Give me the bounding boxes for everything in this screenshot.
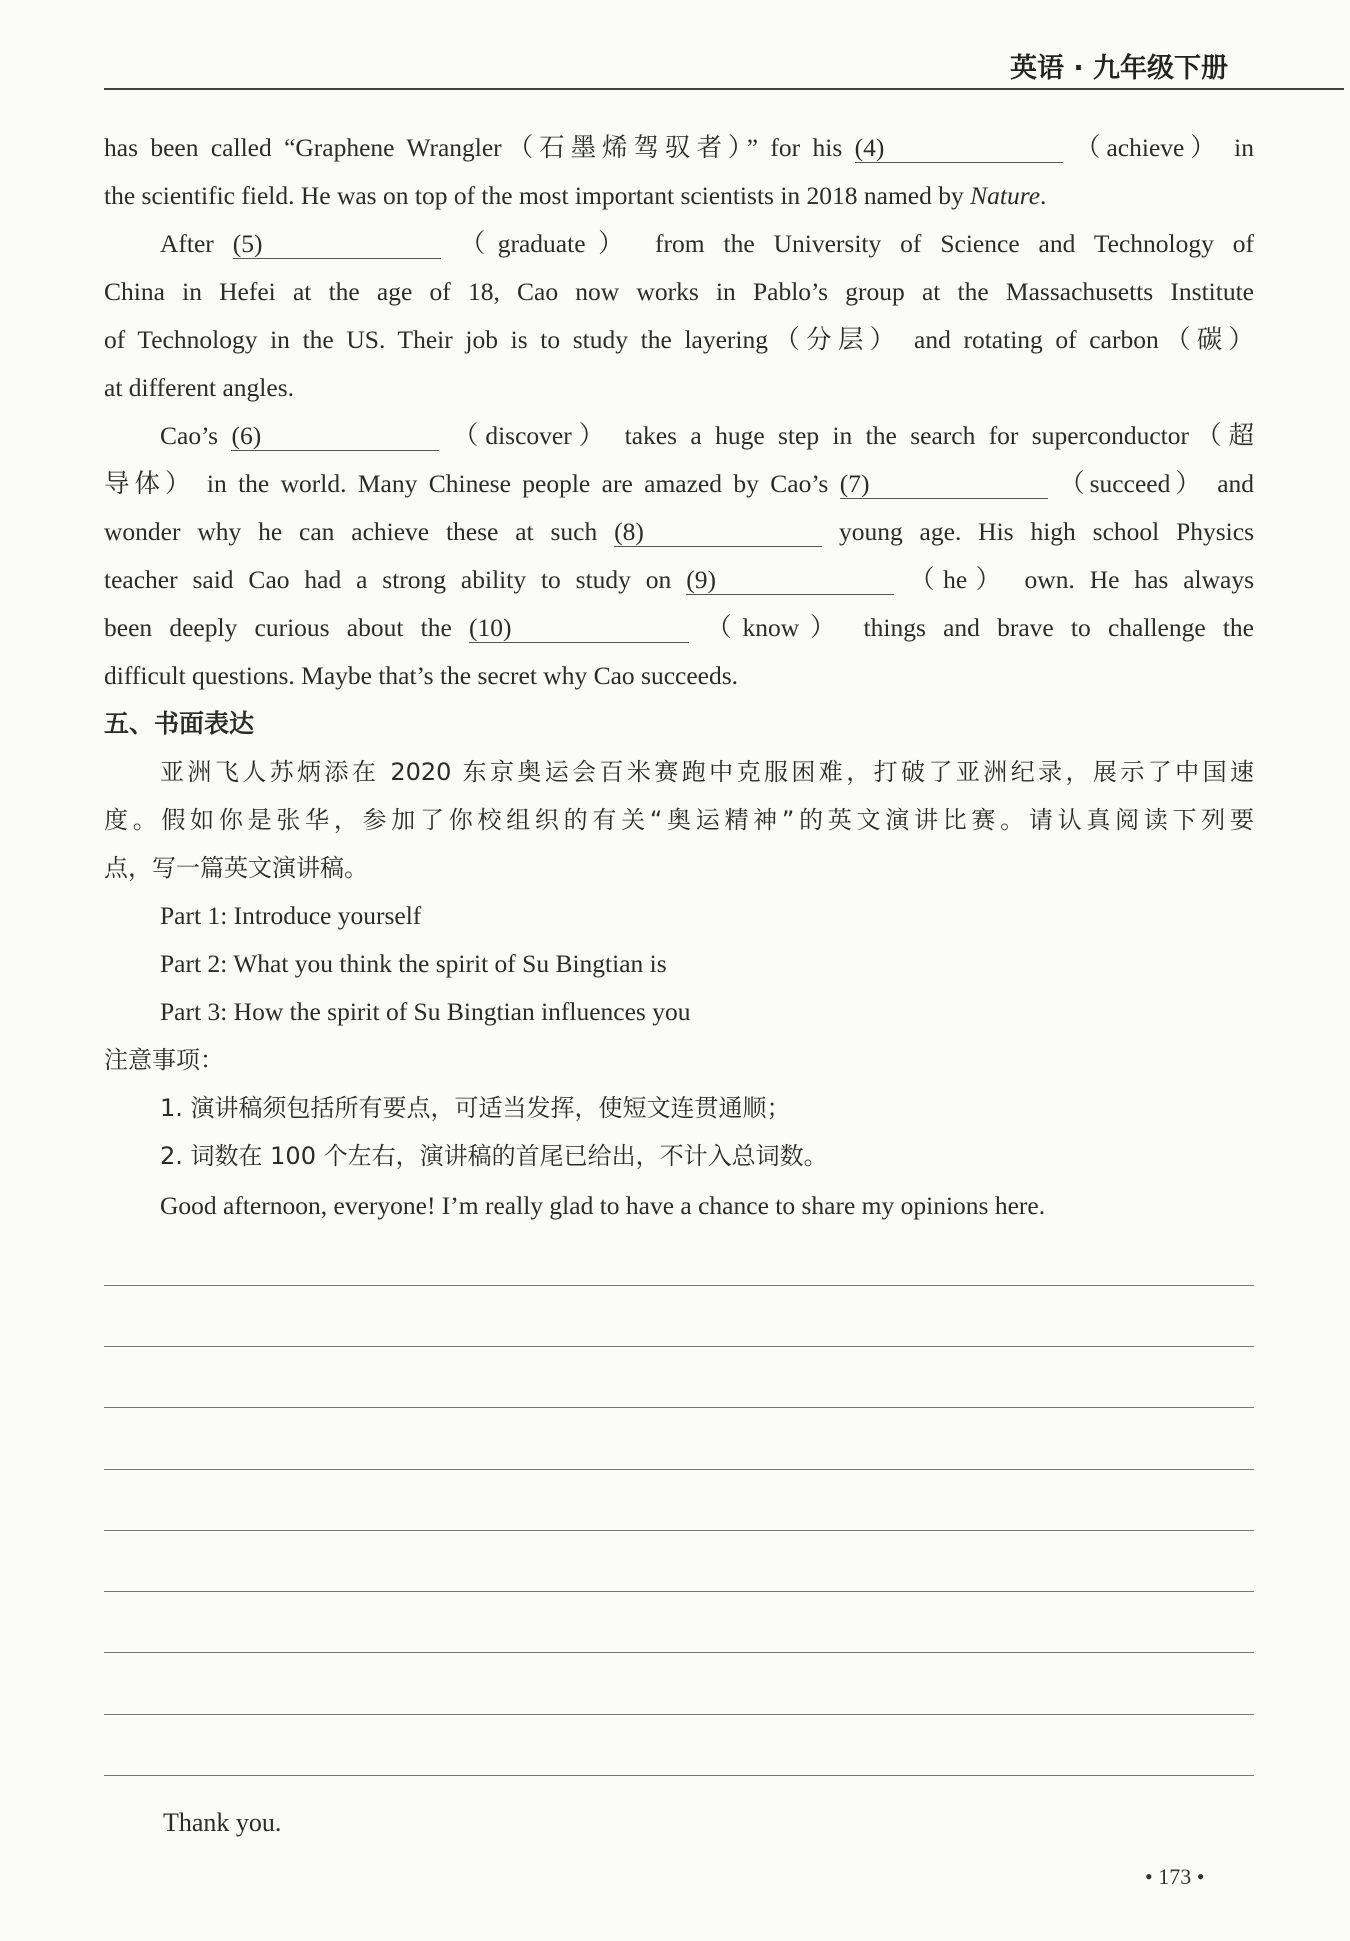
part-1: Part 1: Introduce yourself — [160, 901, 422, 930]
answer-blank-5[interactable]: (5) — [233, 230, 441, 259]
passage-line-5: of Technology in the US. Their job is to study the layering（分层） and rotating of carbon（碳） — [104, 325, 1254, 354]
writing-line[interactable] — [104, 1285, 1254, 1286]
writing-line[interactable] — [104, 1775, 1254, 1776]
passage-line-4: China in Hefei at the age of 18, Cao now works in Pablo’s group at the Massachusetts Institute — [104, 277, 1254, 306]
answer-blank-8[interactable]: (8) — [614, 518, 822, 547]
page-number: • 173 • — [1145, 1864, 1205, 1889]
writing-line[interactable] — [104, 1407, 1254, 1408]
passage-text: 导体） in the world. Many Chinese people are amazed by Cao’s — [104, 469, 829, 498]
note-2: 2. 词数在 100 个左右，演讲稿的首尾已给出，不计入总词数。 — [160, 1142, 828, 1170]
passage-text: （know） things and brave to challenge the — [706, 613, 1254, 642]
part-3: Part 3: How the spirit of Su Bingtian influences you — [160, 997, 691, 1026]
passage-line-8 — [104, 464, 1254, 504]
part-2: Part 2: What you think the spirit of Su Bingtian is — [160, 949, 667, 978]
writing-line[interactable] — [104, 1530, 1254, 1531]
passage-text: （he） own. He has always — [909, 565, 1255, 594]
writing-line[interactable] — [104, 1714, 1254, 1715]
answer-blank-9[interactable]: (9) — [686, 566, 894, 595]
passage-line-6: at different angles. — [104, 373, 294, 402]
journal-name: Nature — [970, 181, 1041, 210]
passage-line-11 — [104, 608, 1254, 648]
passage-text: been deeply curious about the — [104, 613, 452, 642]
passage-text: . — [1040, 181, 1047, 210]
passage-line-9 — [104, 512, 1254, 552]
passage-text: has been called “Graphene Wrangler（石墨烯驾驭者）” for his — [104, 133, 843, 162]
passage-line-3 — [104, 224, 1254, 264]
passage-text: （achieve） in — [1074, 133, 1254, 162]
writing-line[interactable] — [104, 1469, 1254, 1470]
prompt-line-3: 点，写一篇英文演讲稿。 — [104, 854, 368, 882]
passage-line-12: difficult questions. Maybe that’s the secret why Cao succeeds. — [104, 661, 739, 690]
passage-line-2 — [104, 176, 1254, 216]
answer-blank-7[interactable]: (7) — [840, 470, 1048, 499]
passage-text: （succeed） and — [1059, 469, 1255, 498]
passage-text: the scientific field. He was on top of the most important scientists in 2018 named by — [104, 181, 964, 210]
note-1: 1. 演讲稿须包括所有要点，可适当发挥，使短文连贯通顺； — [160, 1094, 791, 1122]
notes-title: 注意事项： — [104, 1046, 224, 1074]
passage-text: After — [160, 229, 214, 258]
passage-text: （graduate） from the University of Science and Technology of — [459, 229, 1255, 258]
passage-line-1 — [104, 128, 1254, 168]
prompt-line-2: 度。假如你是张华，参加了你校组织的有关“奥运精神”的英文演讲比赛。请认真阅读下列要 — [104, 806, 1254, 834]
header-title: 英语 · 九年级下册 — [1010, 53, 1229, 84]
speech-closing: Thank you. — [163, 1808, 282, 1837]
passage-text: （discover） takes a huge step in the search for superconductor（超 — [452, 421, 1254, 450]
writing-line[interactable] — [104, 1652, 1254, 1653]
passage-line-10 — [104, 560, 1254, 600]
writing-line[interactable] — [104, 1346, 1254, 1347]
section-title: 五、书面表达 — [104, 709, 255, 738]
passage-text: wonder why he can achieve these at such — [104, 517, 598, 546]
answer-blank-6[interactable]: (6) — [231, 422, 439, 451]
answer-blank-10[interactable]: (10) — [469, 614, 689, 643]
answer-blank-4[interactable]: (4) — [855, 134, 1063, 163]
passage-text: young age. His high school Physics — [838, 517, 1255, 546]
passage-text: Cao’s — [160, 421, 219, 450]
speech-opening: Good afternoon, everyone! I’m really glad to have a chance to share my opinions here. — [160, 1191, 1046, 1220]
header-rule — [104, 88, 1344, 90]
passage-text: teacher said Cao had a strong ability to study on — [104, 565, 672, 594]
prompt-line-1: 亚洲飞人苏炳添在 2020 东京奥运会百米赛跑中克服困难，打破了亚洲纪录，展示了中国速 — [160, 758, 1254, 786]
passage-line-7 — [104, 416, 1254, 456]
writing-line[interactable] — [104, 1591, 1254, 1592]
